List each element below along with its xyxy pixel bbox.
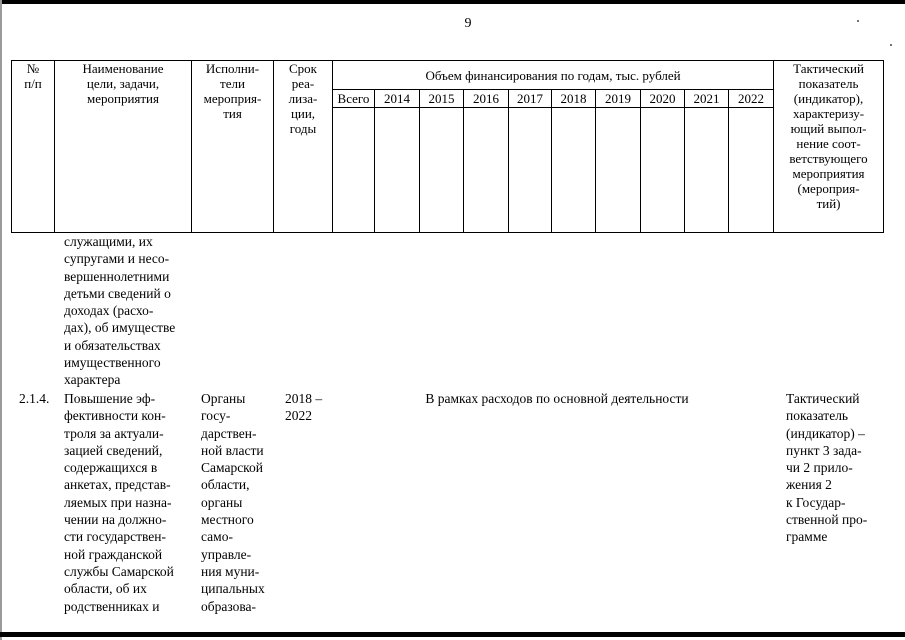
scan-left-edge <box>0 0 2 640</box>
header-year: 2020 <box>641 90 685 108</box>
row-number: 2.1.4. <box>19 391 50 406</box>
header-term: Срок реа- лиза- ции, годы <box>274 61 333 233</box>
scan-speck <box>890 44 892 46</box>
page-top-border <box>0 0 905 4</box>
header-year: 2015 <box>420 90 464 108</box>
header-total: Всего <box>333 90 375 108</box>
header-year: 2017 <box>509 90 552 108</box>
header-executor: Исполни- тели мероприя- тия <box>192 61 274 233</box>
page-number: 9 <box>464 16 472 31</box>
row-financing: В рамках расходов по основной деятельности <box>425 391 689 406</box>
header-year: 2021 <box>685 90 729 108</box>
row-name: Повышение эф- фективности кон- троля за актуали- зацией сведений, содержащихся в анкетах, представ- ляемых при назна- чении на должно- сти государствен- ной гражданской службы Самарской области, об их родственниках и <box>64 391 174 614</box>
header-num: № п/п <box>12 61 55 233</box>
scan-speck <box>857 20 859 22</box>
row-indicator: Тактический показатель (индикатор) – пункт 3 зада- чи 2 прило- жения 2 к Государ- ственной про- грамме <box>786 391 868 545</box>
row-executor: Органы госу- дарствен- ной власти Самарской области, органы местного само- управле- ния муни- ципальных образова- <box>201 391 265 614</box>
header-year: 2016 <box>464 90 509 108</box>
header-year: 2019 <box>596 90 641 108</box>
header-name: Наименование цели, задачи, мероприятия <box>55 61 192 233</box>
table-header <box>11 60 884 233</box>
header-year: 2014 <box>375 90 420 108</box>
row-term: 2018 – 2022 <box>285 391 323 424</box>
page-bottom-border <box>0 632 905 637</box>
header-indicator: Тактический показатель (индикатор), характеризу- ющий выпол- нение соот- ветствующего мероприятия (мероприя- тий) <box>774 61 884 233</box>
header-year: 2022 <box>729 90 774 108</box>
header-financing: Объем финансирования по годам, тыс. рублей <box>333 61 774 90</box>
continued-cell-text: служащими, их супругами и несо- вершеннолетними детьми сведений о доходах (расхо- дах), об имуществе и обязательствах имущественного характера <box>64 234 176 388</box>
header-year: 2018 <box>552 90 596 108</box>
